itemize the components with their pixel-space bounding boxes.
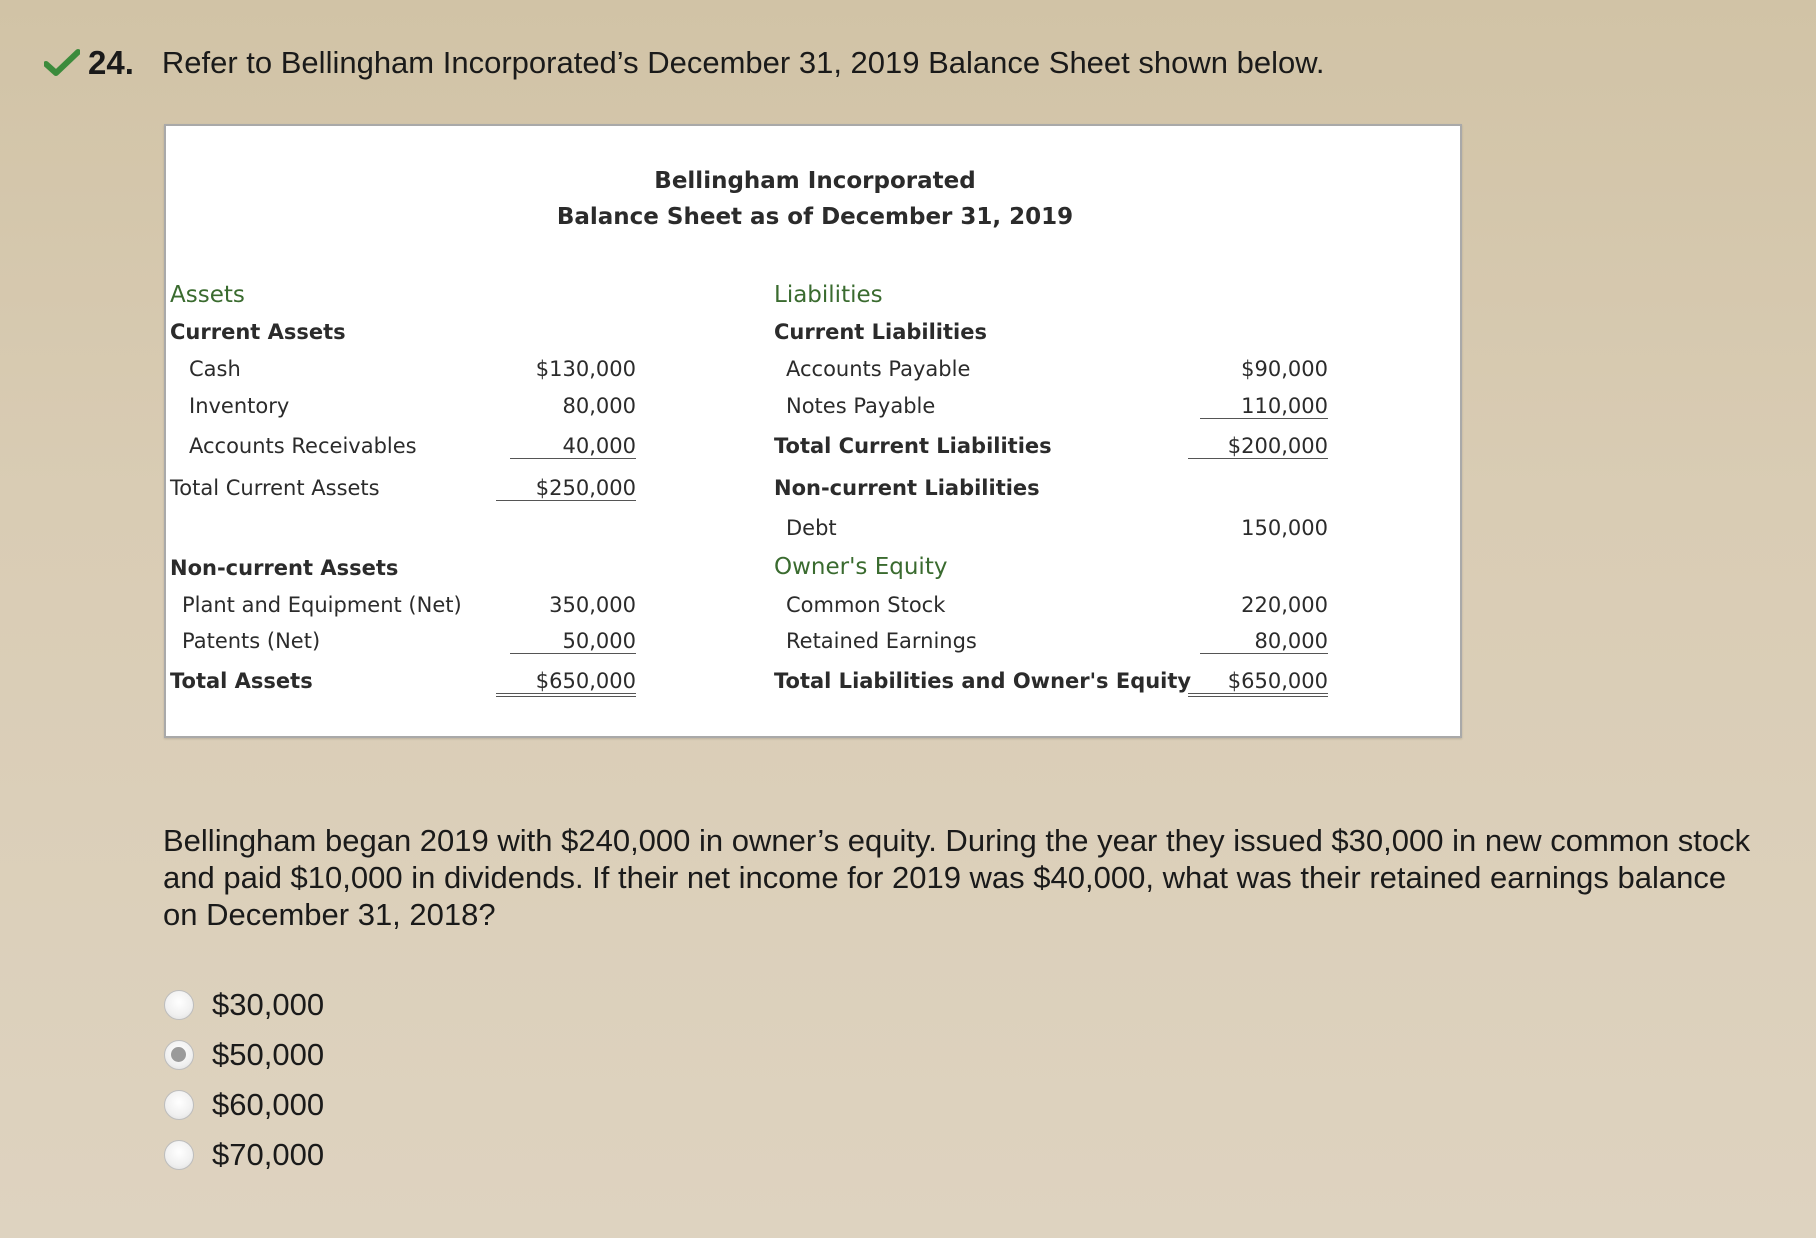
- debt-value: 150,000: [1241, 516, 1328, 540]
- option-label[interactable]: $70,000: [212, 1137, 325, 1172]
- equity-label: Common Stock: [786, 593, 946, 617]
- radio-button[interactable]: [164, 1040, 194, 1070]
- question-prompt: Refer to Bellingham Incorporated’s December 31, 2019 Balance Sheet shown below.: [161, 45, 1325, 80]
- debt-label: Debt: [786, 516, 837, 540]
- asset-label: Plant and Equipment (Net): [182, 593, 462, 617]
- asset-value: 350,000: [549, 593, 636, 617]
- asset-value: 80,000: [562, 394, 636, 418]
- radio-button[interactable]: [164, 990, 194, 1020]
- current-liabilities-heading: Current Liabilities: [774, 320, 987, 344]
- asset-value: 40,000: [510, 434, 636, 459]
- noncurrent-liabilities-heading: Non-current Liabilities: [774, 476, 1040, 500]
- answer-option[interactable]: [164, 1030, 324, 1080]
- check-icon: [44, 48, 80, 78]
- balance-sheet: [166, 126, 1460, 736]
- answer-options: [164, 980, 324, 1180]
- asset-label: Accounts Receivables: [189, 434, 417, 458]
- equity-label: Retained Earnings: [786, 629, 977, 653]
- total-current-liabilities-label: Total Current Liabilities: [774, 434, 1052, 458]
- balance-sheet-image: [164, 124, 1462, 738]
- equity-value: 220,000: [1241, 593, 1328, 617]
- total-assets-label: Total Assets: [170, 669, 313, 693]
- radio-button[interactable]: [164, 1140, 194, 1170]
- equity-heading: Owner's Equity: [774, 554, 948, 580]
- total-liabilities-equity-label: Total Liabilities and Owner's Equity: [774, 669, 1192, 693]
- question-number: 24.: [88, 44, 134, 81]
- liability-label: Notes Payable: [786, 394, 936, 418]
- current-assets-heading: Current Assets: [170, 320, 346, 344]
- total-current-assets-value: $250,000: [496, 476, 636, 501]
- sheet-subtitle: Balance Sheet as of December 31, 2019: [556, 204, 1074, 230]
- liability-value: $90,000: [1241, 357, 1328, 381]
- liabilities-heading: Liabilities: [774, 282, 883, 308]
- asset-value: $130,000: [535, 357, 636, 381]
- answer-option[interactable]: [164, 1080, 324, 1130]
- liability-value: 110,000: [1200, 394, 1328, 419]
- radio-button[interactable]: [164, 1090, 194, 1120]
- asset-value: 50,000: [510, 629, 636, 654]
- total-liabilities-equity-value: $650,000: [1188, 669, 1328, 697]
- answer-option[interactable]: [164, 1130, 324, 1180]
- option-label[interactable]: $30,000: [212, 987, 325, 1022]
- liability-label: Accounts Payable: [786, 357, 971, 381]
- total-current-assets-label: Total Current Assets: [170, 476, 380, 500]
- asset-label: Patents (Net): [182, 629, 321, 653]
- question-header: [44, 44, 1325, 82]
- option-label[interactable]: $50,000: [212, 1037, 325, 1072]
- assets-heading: Assets: [170, 282, 245, 308]
- answer-option[interactable]: [164, 980, 324, 1030]
- question-text: Bellingham began 2019 with $240,000 in owner’s equity. During the year they issued $30,000 in new common stock and paid $10,000 in dividends. If their net income for 2019 was $40,000, what was their retained earnings balance on December 31, 2018?: [163, 823, 1751, 932]
- total-current-liabilities-value: $200,000: [1188, 434, 1328, 459]
- option-label[interactable]: $60,000: [212, 1087, 325, 1122]
- equity-value: 80,000: [1200, 629, 1328, 654]
- asset-label: Cash: [189, 357, 241, 381]
- sheet-title: Bellingham Incorporated: [654, 168, 976, 194]
- noncurrent-assets-heading: Non-current Assets: [170, 556, 399, 580]
- asset-label: Inventory: [189, 394, 290, 418]
- total-assets-value: $650,000: [496, 669, 636, 697]
